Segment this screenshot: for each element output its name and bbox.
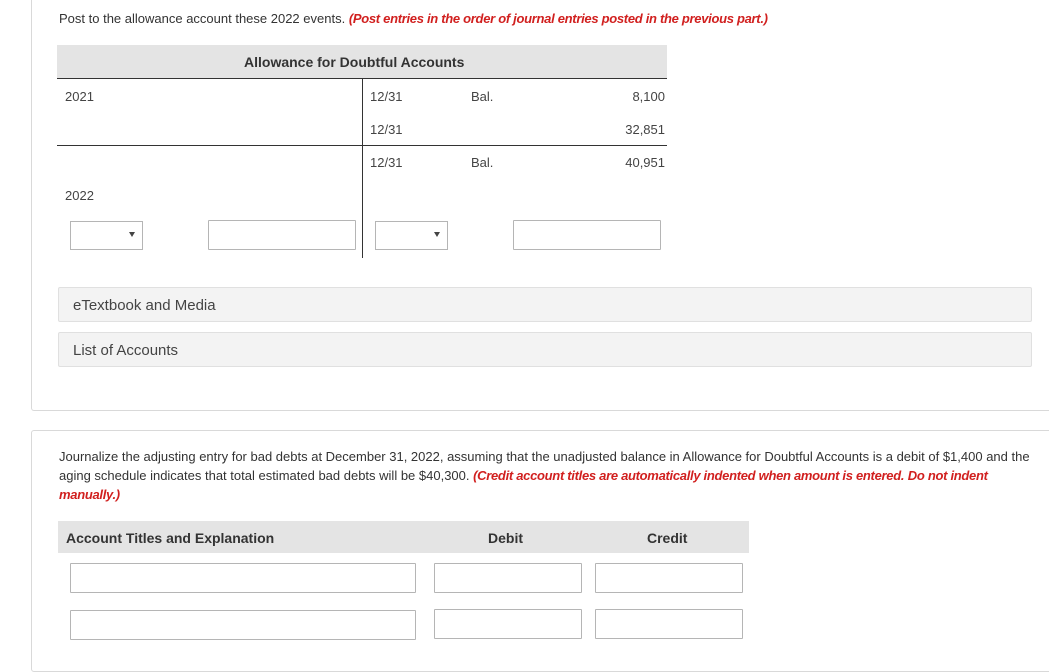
chevron-down-icon <box>129 232 135 237</box>
account-titles-header: Account Titles and Explanation <box>66 530 275 546</box>
chevron-down-icon <box>434 232 440 237</box>
credit-date-select[interactable] <box>375 221 448 250</box>
t-account-balance-rule <box>57 145 667 146</box>
posting-instruction <box>59 11 768 26</box>
credit-date: 12/31 <box>370 155 403 170</box>
credit-amount: 40,951 <box>625 155 665 170</box>
etextbook-label: eTextbook and Media <box>73 297 216 314</box>
instruction-text: Post to the allowance account these 2022 events. <box>59 11 346 26</box>
journal-instruction-note: (Credit account titles are automatically indented when amount is entered. <box>473 468 905 483</box>
debit-input[interactable] <box>434 563 582 593</box>
etextbook-media-link[interactable] <box>58 287 1032 322</box>
debit-header: Debit <box>488 530 523 546</box>
account-title-input[interactable] <box>70 563 416 593</box>
journal-instruction <box>59 447 1039 504</box>
credit-label: Bal. <box>471 155 494 170</box>
credit-amount: 8,100 <box>632 89 665 104</box>
debit-date-select[interactable] <box>70 221 143 250</box>
credit-amount-input[interactable] <box>513 220 661 250</box>
debit-amount-input[interactable] <box>208 220 356 250</box>
debit-input[interactable] <box>434 609 582 639</box>
credit-amount: 32,851 <box>625 122 665 137</box>
credit-input[interactable] <box>595 563 743 593</box>
credit-header: Credit <box>647 530 688 546</box>
list-of-accounts-link[interactable] <box>58 332 1032 367</box>
journal-header <box>58 521 749 553</box>
account-title-input[interactable] <box>70 610 416 640</box>
year-2021: 2021 <box>65 89 94 104</box>
journal-instruction-note-2: Do not indent manually.) <box>59 468 988 502</box>
t-account-title: Allowance for Doubtful Accounts <box>244 54 465 70</box>
list-of-accounts-label: List of Accounts <box>73 342 179 359</box>
credit-label: Bal. <box>471 89 494 104</box>
year-2022: 2022 <box>65 188 94 203</box>
instruction-note: (Post entries in the order of journal entries posted in the previous part.) <box>348 11 768 26</box>
t-account-header <box>57 45 667 78</box>
credit-date: 12/31 <box>370 122 403 137</box>
credit-date: 12/31 <box>370 89 403 104</box>
credit-input[interactable] <box>595 609 743 639</box>
journal-instruction-text: Journalize the adjusting entry for bad debts at December 31, 2022, assuming that the unadjusted balance in Allowance for Doubtful Accounts is a debit of $1,400 and the aging schedule indicates that total estimated bad debts will be $40,300. <box>59 449 1030 483</box>
t-account-center-rule <box>362 78 363 258</box>
